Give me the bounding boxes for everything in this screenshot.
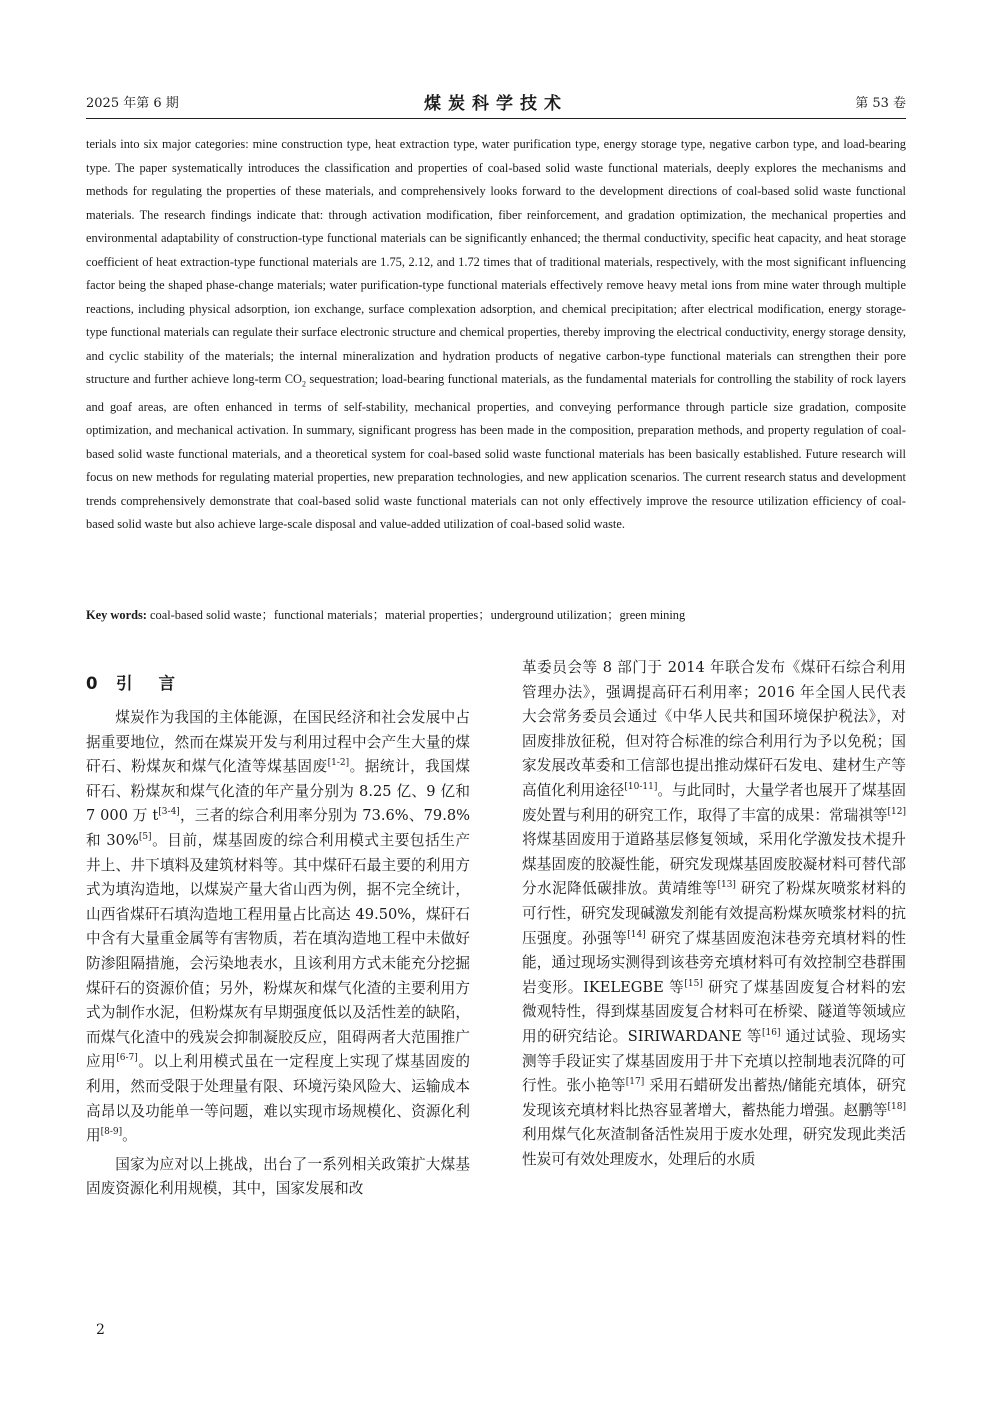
text-run: 。与此同时，大量学者也展开了煤基固废处置与利用的研究工作，取得了丰富的成果：常瑞祺等: [522, 781, 906, 824]
text-run: 采用石蜡研发出蓄热/储能充填体，研究发现该充填材料比热容显著增大，蓄热能力增强。赵鹏等: [522, 1077, 906, 1119]
citation[interactable]: [5]: [138, 832, 152, 843]
header-rule: [86, 118, 906, 119]
text-run: 革委员会等 8 部门于 2014 年联合发布《煤矸石综合利用管理办法》，强调提高矸石利用率；2016 年全国人民代表大会常务委员会通过《中华人民共和国环境保护税法》，对固废排放征税，但对符合标准的综合利用行为予以免税；国家发展改革委和工信部也提出推动煤矸石发电、建材生产等高值化利用途径: [522, 659, 906, 799]
text-run: 煤炭作为我国的主体能源，在国民经济和社会发展中占据重要地位，然而在煤炭开发与利用过程中会产生大量的煤矸石、粉煤灰和煤气化渣等煤基固废: [86, 709, 470, 776]
citation[interactable]: [18]: [887, 1101, 906, 1112]
keywords-text: coal-based solid waste；functional materials；material properties；underground utilization；green mining: [146, 608, 686, 622]
text-run: 研究了煤基固废复合材料的宏微观特性，得到煤基固废复合材料可在桥梁、隧道等领域应用的研究结论。SIRIWARDANE 等: [522, 978, 907, 1045]
volume-label: 第 53 卷: [855, 96, 906, 111]
text-run: 研究了煤基固废泡沫巷旁充填材料的性能，通过现场实测得到该巷旁充填材料可有效控制空巷群围岩变形。IKELEGBE 等: [522, 929, 906, 996]
citation[interactable]: [3-4]: [158, 807, 180, 818]
text-run: 。目前，煤基固废的综合利用模式主要包括生产井上、井下填料及建筑材料等。其中煤矸石最主要的利用方式为填沟造地，以煤炭产量大省山西为例，据不完全统计，山西省煤矸石填沟造地工程用量占比高达 49.50%，煤矸石中含有大量重金属等有害物质，若在填沟造地工程中未做好防渗阻隔措施，会污染地表水，且该利用方式未能充分挖掘煤矸石的资源价值；另外，粉煤灰和煤气化渣的主要利用方式为制作水泥，但粉煤灰有早期强度低以及活性差的缺陷，而煤气化渣中的残炭会抑制凝胶反应，阻碍两者大范围推广应用: [86, 831, 470, 1071]
abstract-part-2: sequestration; load-bearing functional materials, as the fundamental materials for controlling the stability of rock layers and goaf areas, are often enhanced in terms of self-stability, mechanical properties, and conveying performance through particle size gradation, composite optimization, and mechanical activation. In summary, significant progress has been made in the composition, preparation methods, and property regulation of coal-based solid waste functional materials, and a theoretical system for coal-based solid waste functional materials has been basically established. Future research will focus on new methods for regulating material properties, new preparation technologies, and new application scenarios. The current research status and development trends comprehensively demonstrate that coal-based solid waste functional materials can not only effectively improve the resource utilization efficiency of coal-based solid waste but also achieve large-scale disposal and value-added utilization of coal-based solid waste.: [86, 372, 907, 532]
citation[interactable]: [14]: [627, 929, 646, 940]
abstract-text: [86, 133, 906, 537]
co2-subscript: 2: [301, 379, 306, 389]
page-number: 2: [96, 1322, 105, 1338]
text-run: 利用煤气化灰渣制备活性炭用于废水处理，研究发现此类活性炭可有效处理废水，处理后的水质: [522, 1126, 906, 1168]
running-header: [86, 89, 906, 115]
journal-title: 煤炭科学技术: [424, 94, 568, 114]
section-number: 0: [86, 674, 98, 693]
paragraph: [86, 706, 470, 1149]
text-run: ，三者的综合利用率分别为 73.6%、79.8% 和 30%: [86, 807, 470, 849]
issue-label: 2025 年第 6 期: [86, 96, 179, 111]
citation[interactable]: [16]: [762, 1028, 781, 1039]
abstract-part-1: terials into six major categories: mine construction type, heat extraction type, water purification type, energy storage type, negative carbon type, and load-bearing type. The paper systematically introduces the classification and properties of coal-based solid waste functional materials, deeply explores the mechanisms and methods for regulating the properties of these materials, and comprehensively looks forward to the development directions of coal-based solid waste functional materials. The research findings indicate that: through activation modification, fiber reinforcement, and gradation optimization, the mechanical properties and environmental adaptability of construction-type functional materials can be significantly enhanced; the thermal conductivity, specific heat capacity, and heat storage coefficient of heat extraction-type functional materials are 1.75, 2.12, and 1.72 times that of traditional materials, respectively, with the most significant influencing factor being the shaped phase-change materials; water purification-type functional materials effectively remove heavy metal ions from mine water through multiple reactions, including physical adsorption, ion exchange, surface complexation adsorption, and chemical precipitation; after electrical modification, energy storage-type functional materials can regulate their surface electronic structure and chemical properties, thereby improving the electrical conductivity, energy storage density, and cyclic stability of the materials; the internal mineralization and hydration products of negative carbon-type functional materials can strengthen their pore structure and further achieve long-term CO: [86, 137, 906, 386]
text-run: 研究了粉煤灰喷浆材料的可行性，研究发现碱激发剂能有效提高粉煤灰喷浆材料的抗压强度。孙强等: [522, 880, 906, 947]
paragraph: 国家为应对以上挑战，出台了一系列相关政策扩大煤基固废资源化利用规模，其中，国家发展和改: [86, 1155, 470, 1198]
citation[interactable]: [6-7]: [116, 1053, 138, 1064]
text-run: 。: [122, 1127, 137, 1145]
section-title: 引言: [116, 674, 201, 693]
citation[interactable]: [8-9]: [100, 1127, 123, 1138]
keywords-label: Key words:: [86, 608, 147, 622]
citation[interactable]: [13]: [717, 880, 736, 891]
text-run: 将煤基固废用于道路基层修复领域，采用化学激发技术提升煤基固废的胶凝性能，研究发现煤基固废胶凝材料可替代部分水泥降低碳排放。黄靖维等: [522, 831, 906, 898]
left-column: [86, 656, 470, 1202]
paragraph: [522, 656, 906, 1172]
text-run: 。以上利用模式虽在一定程度上实现了煤基固废的利用，然而受限于处理量有限、环境污染风险大、运输成本高昂以及功能单一等问题，难以实现市场规模化、资源化利用: [86, 1053, 470, 1145]
right-column: [522, 656, 906, 1172]
section-heading: [86, 664, 470, 704]
keywords: [86, 604, 906, 627]
text-run: 通过试验、现场实测等手段证实了煤基固废用于井下充填以控制地表沉降的可行性。张小艳等: [522, 1027, 906, 1095]
citation[interactable]: [10-11]: [624, 782, 658, 793]
citation[interactable]: [1-2]: [327, 758, 350, 769]
text-run: 。据统计，我国煤矸石、粉煤灰和煤气化渣的年产量分别为 8.25 亿、9 亿和 7 000 万 t: [86, 758, 470, 825]
citation[interactable]: [12]: [887, 806, 906, 817]
citation[interactable]: [17]: [625, 1077, 645, 1088]
citation[interactable]: [15]: [684, 978, 703, 989]
